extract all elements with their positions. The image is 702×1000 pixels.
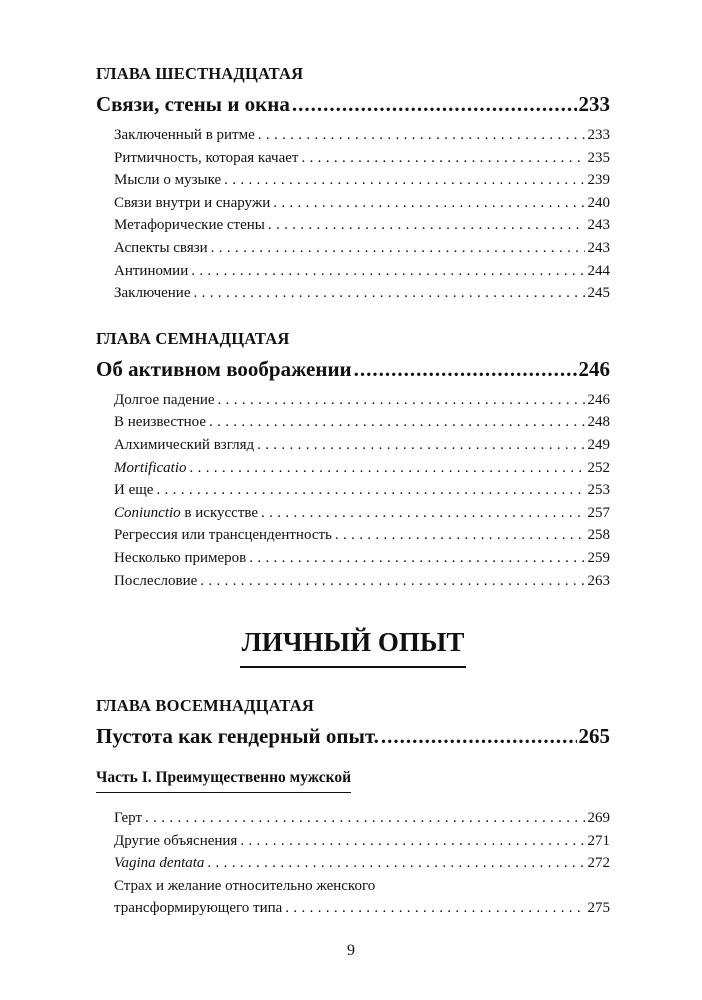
toc-page (96, 64, 610, 920)
entry-page: 257 (587, 504, 610, 521)
dot-leader (381, 722, 577, 750)
toc-entry (114, 237, 610, 260)
dot-leader (261, 502, 584, 525)
entry-page: 272 (587, 855, 610, 872)
dot-leader (354, 355, 577, 383)
chapter-17 (96, 329, 610, 592)
dot-leader (200, 570, 584, 593)
entry-title (114, 457, 187, 480)
entry-title (114, 852, 204, 875)
chapter-label: ГЛАВА ВОСЕМНАДЦАТАЯ (96, 696, 314, 716)
entry-title: Метафорические стены (114, 217, 265, 234)
toc-entry (114, 282, 610, 305)
dot-leader (156, 479, 584, 502)
entry-page: 233 (587, 127, 610, 143)
toc-entry (114, 214, 610, 237)
chapter-title-row (96, 355, 610, 383)
chapter-title-row (96, 90, 610, 118)
dot-leader (292, 90, 577, 118)
entry-title: Связи внутри и снаружи (114, 194, 271, 211)
toc-entry (114, 434, 610, 457)
entry-title: Ритмичность, которая качает (114, 149, 299, 166)
entry-title: Мысли о музыке (114, 172, 222, 189)
toc-entry (114, 807, 610, 830)
entry-page: 243 (587, 239, 610, 256)
chapter-17-entries (114, 389, 610, 592)
dot-leader (207, 852, 584, 875)
toc-entry (114, 830, 610, 853)
multiline-entry (114, 875, 610, 920)
dot-leader (258, 124, 585, 147)
chapter-title-row (96, 722, 610, 750)
dot-leader (191, 260, 584, 283)
entry-page: 252 (587, 459, 610, 476)
entry-title-italic: Vagina dentata (114, 855, 205, 872)
part-heading-text: ЛИЧНЫЙ ОПЫТ (240, 624, 467, 668)
chapter-title: Пустота как гендерный опыт. (96, 724, 379, 749)
toc-entry (114, 192, 610, 215)
chapter-label: ГЛАВА ШЕСТНАДЦАТАЯ (96, 64, 304, 83)
chapter-page: 233 (578, 92, 610, 116)
sub-part-text: Часть I. Преимущественно мужской (96, 768, 351, 793)
dot-leader (224, 169, 584, 192)
entry-title: Регрессия или трансцендентность (114, 527, 332, 544)
entry-page: 253 (587, 482, 610, 499)
chapter-16-entries (114, 124, 610, 305)
entry-page: 245 (587, 285, 610, 302)
entry-page: 235 (587, 149, 610, 166)
entry-title: Другие объяснения (114, 832, 238, 849)
entry-title (114, 502, 258, 525)
entry-title-italic: Coniunctio (114, 504, 181, 521)
entry-page: 248 (587, 414, 610, 431)
toc-entry (114, 479, 610, 502)
entry-page: 275 (587, 900, 610, 917)
toc-entry (114, 147, 610, 170)
dot-leader (301, 147, 584, 170)
toc-entry (114, 260, 610, 283)
entry-title: В неизвестное (114, 414, 206, 431)
toc-entry-line (114, 875, 610, 898)
entry-title: Послесловие (114, 572, 198, 589)
entry-page: 239 (587, 172, 610, 189)
dot-leader (218, 389, 585, 412)
chapter-16 (96, 64, 610, 305)
dot-leader (249, 547, 584, 570)
toc-entry (114, 457, 610, 480)
entry-title: Аспекты связи (114, 239, 208, 256)
toc-entry (114, 411, 610, 434)
entry-title: Долгое падение (114, 391, 215, 408)
entry-title: И еще (114, 482, 154, 499)
entry-page: 243 (587, 217, 610, 234)
dot-leader (209, 411, 585, 434)
entry-page: 258 (587, 527, 610, 544)
entry-page: 259 (587, 549, 610, 566)
toc-entry (114, 389, 610, 412)
toc-entry (114, 570, 610, 593)
dot-leader (268, 214, 585, 237)
entry-title: Герт (114, 810, 143, 827)
dot-leader (194, 282, 585, 305)
entry-title-italic: Mortificatio (114, 459, 187, 476)
entry-page: 263 (587, 572, 610, 589)
dot-leader (273, 192, 584, 215)
toc-entry (114, 547, 610, 570)
entry-title: трансформирующего типа (114, 900, 283, 917)
entry-title: Заключенный в ритме (114, 127, 255, 143)
sub-part-heading (96, 768, 610, 793)
entry-title: Страх и желание относительно женского (114, 877, 376, 894)
toc-entry (114, 502, 610, 525)
entry-page: 271 (587, 832, 610, 849)
chapter-page: 246 (578, 356, 610, 381)
toc-entry (114, 169, 610, 192)
chapter-title: Связи, стены и окна (96, 92, 290, 116)
dot-leader (285, 897, 584, 920)
dot-leader (240, 830, 584, 853)
dot-leader (190, 457, 585, 480)
chapter-title: Об активном воображении (96, 356, 352, 381)
entry-title: Алхимический взгляд (114, 436, 255, 453)
entry-title: Несколько примеров (114, 549, 247, 566)
entry-page: 269 (587, 810, 610, 827)
dot-leader (145, 807, 584, 830)
dot-leader (335, 524, 585, 547)
entry-page: 249 (587, 436, 610, 453)
dot-leader (211, 237, 585, 260)
toc-entry (114, 897, 610, 920)
toc-entry (114, 124, 610, 147)
toc-entry (114, 852, 610, 875)
chapter-page: 265 (578, 724, 610, 749)
entry-title-rest: в искусстве (180, 504, 259, 521)
entry-page: 246 (587, 391, 610, 408)
entry-page: 244 (587, 262, 610, 279)
page-number: 9 (347, 942, 355, 959)
dot-leader (257, 434, 584, 457)
chapter-18-entries (114, 807, 610, 875)
chapter-label: ГЛАВА СЕМНАДЦАТАЯ (96, 328, 290, 348)
toc-entry (114, 524, 610, 547)
chapter-18 (96, 696, 610, 920)
part-heading (96, 624, 610, 668)
entry-title: Заключение (114, 285, 191, 302)
entry-page: 240 (587, 194, 610, 211)
entry-title: Антиномии (114, 262, 189, 279)
